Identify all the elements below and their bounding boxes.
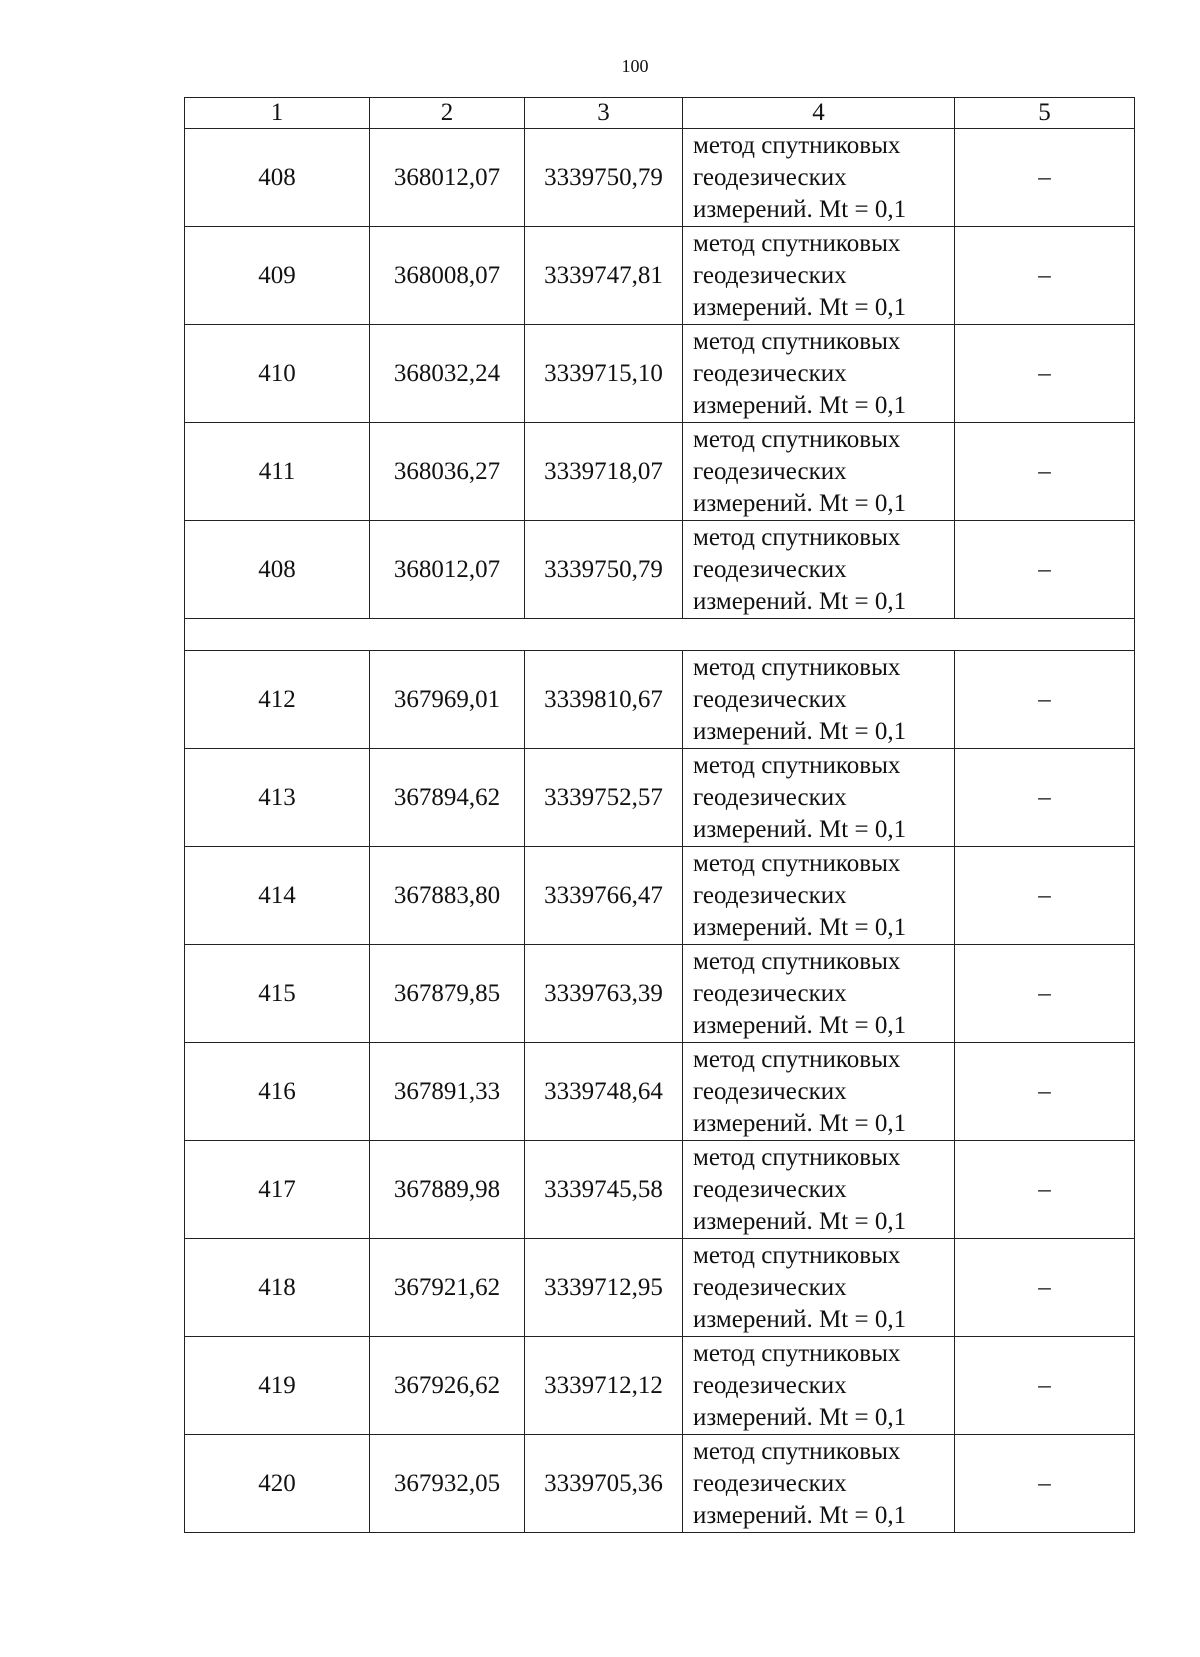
note-cell: – (955, 651, 1135, 749)
method-line: измерений. Mt = 0,1 (693, 1011, 907, 1039)
table-row (185, 1043, 1135, 1141)
note-cell: – (955, 521, 1135, 619)
method-line: геодезических (693, 881, 847, 909)
x-coordinate-cell: 367879,85 (370, 945, 525, 1043)
method-cell (683, 749, 955, 847)
x-coordinate-cell: 368032,24 (370, 325, 525, 423)
table-row (185, 129, 1135, 227)
table-row (185, 227, 1135, 325)
point-number-cell: 420 (185, 1435, 370, 1533)
method-line: измерений. Mt = 0,1 (693, 587, 907, 615)
point-number-cell: 409 (185, 227, 370, 325)
x-coordinate-cell: 367889,98 (370, 1141, 525, 1239)
table-row (185, 521, 1135, 619)
point-number-cell: 416 (185, 1043, 370, 1141)
note-cell: – (955, 325, 1135, 423)
coordinates-table-body (185, 98, 1135, 1533)
method-line: геодезических (693, 1175, 847, 1203)
point-number-cell: 408 (185, 129, 370, 227)
method-line: метод спутниковых (693, 751, 901, 779)
method-line: измерений. Mt = 0,1 (693, 195, 907, 223)
method-cell (683, 1141, 955, 1239)
method-line: метод спутниковых (693, 229, 901, 257)
point-number-cell: 410 (185, 325, 370, 423)
table-separator-row (185, 619, 1135, 651)
table-row (185, 1239, 1135, 1337)
method-cell (683, 325, 955, 423)
y-coordinate-cell: 3339705,36 (525, 1435, 683, 1533)
method-line: метод спутниковых (693, 327, 901, 355)
x-coordinate-cell: 367883,80 (370, 847, 525, 945)
header-cell-5: 5 (955, 98, 1135, 129)
note-cell: – (955, 129, 1135, 227)
method-cell (683, 521, 955, 619)
method-line: метод спутниковых (693, 849, 901, 877)
method-line: геодезических (693, 555, 847, 583)
y-coordinate-cell: 3339715,10 (525, 325, 683, 423)
method-cell (683, 847, 955, 945)
y-coordinate-cell: 3339766,47 (525, 847, 683, 945)
method-line: метод спутниковых (693, 947, 901, 975)
table-row (185, 423, 1135, 521)
method-line: метод спутниковых (693, 1143, 901, 1171)
method-line: измерений. Mt = 0,1 (693, 1403, 907, 1431)
x-coordinate-cell: 367894,62 (370, 749, 525, 847)
method-line: измерений. Mt = 0,1 (693, 1305, 907, 1333)
method-line: геодезических (693, 359, 847, 387)
separator-cell (185, 619, 1135, 651)
y-coordinate-cell: 3339750,79 (525, 129, 683, 227)
method-line: измерений. Mt = 0,1 (693, 815, 907, 843)
table-row (185, 945, 1135, 1043)
method-line: геодезических (693, 1371, 847, 1399)
point-number-cell: 418 (185, 1239, 370, 1337)
header-cell-1: 1 (185, 98, 370, 129)
x-coordinate-cell: 368008,07 (370, 227, 525, 325)
method-cell (683, 945, 955, 1043)
method-cell (683, 651, 955, 749)
x-coordinate-cell: 368012,07 (370, 129, 525, 227)
x-coordinate-cell: 368012,07 (370, 521, 525, 619)
y-coordinate-cell: 3339750,79 (525, 521, 683, 619)
note-cell: – (955, 1337, 1135, 1435)
method-line: метод спутниковых (693, 131, 901, 159)
note-cell: – (955, 227, 1135, 325)
y-coordinate-cell: 3339752,57 (525, 749, 683, 847)
note-cell: – (955, 423, 1135, 521)
method-line: геодезических (693, 783, 847, 811)
method-cell (683, 1435, 955, 1533)
table-row (185, 1337, 1135, 1435)
note-cell: – (955, 749, 1135, 847)
table-row (185, 847, 1135, 945)
method-line: геодезических (693, 1469, 847, 1497)
point-number-cell: 417 (185, 1141, 370, 1239)
note-cell: – (955, 1141, 1135, 1239)
point-number-cell: 412 (185, 651, 370, 749)
table-row (185, 749, 1135, 847)
x-coordinate-cell: 367921,62 (370, 1239, 525, 1337)
method-line: метод спутниковых (693, 523, 901, 551)
table-header-row (185, 98, 1135, 129)
method-line: измерений. Mt = 0,1 (693, 489, 907, 517)
method-line: геодезических (693, 685, 847, 713)
method-cell (683, 423, 955, 521)
y-coordinate-cell: 3339810,67 (525, 651, 683, 749)
method-line: геодезических (693, 261, 847, 289)
point-number-cell: 411 (185, 423, 370, 521)
y-coordinate-cell: 3339712,12 (525, 1337, 683, 1435)
y-coordinate-cell: 3339712,95 (525, 1239, 683, 1337)
header-cell-3: 3 (525, 98, 683, 129)
method-cell (683, 227, 955, 325)
method-cell (683, 1239, 955, 1337)
method-line: метод спутниковых (693, 1045, 901, 1073)
header-cell-2: 2 (370, 98, 525, 129)
x-coordinate-cell: 367969,01 (370, 651, 525, 749)
method-line: геодезических (693, 979, 847, 1007)
method-line: геодезических (693, 457, 847, 485)
method-line: метод спутниковых (693, 1241, 901, 1269)
method-line: метод спутниковых (693, 653, 901, 681)
note-cell: – (955, 945, 1135, 1043)
method-line: измерений. Mt = 0,1 (693, 1501, 907, 1529)
table-row (185, 325, 1135, 423)
method-cell (683, 1337, 955, 1435)
point-number-cell: 414 (185, 847, 370, 945)
method-line: геодезических (693, 1273, 847, 1301)
point-number-cell: 419 (185, 1337, 370, 1435)
method-line: измерений. Mt = 0,1 (693, 1109, 907, 1137)
y-coordinate-cell: 3339763,39 (525, 945, 683, 1043)
x-coordinate-cell: 368036,27 (370, 423, 525, 521)
note-cell: – (955, 1043, 1135, 1141)
method-cell (683, 129, 955, 227)
point-number-cell: 415 (185, 945, 370, 1043)
method-cell (683, 1043, 955, 1141)
table-row (185, 651, 1135, 749)
method-line: геодезических (693, 163, 847, 191)
method-line: метод спутниковых (693, 1339, 901, 1367)
method-line: измерений. Mt = 0,1 (693, 293, 907, 321)
y-coordinate-cell: 3339747,81 (525, 227, 683, 325)
method-line: метод спутниковых (693, 1437, 901, 1465)
y-coordinate-cell: 3339745,58 (525, 1141, 683, 1239)
y-coordinate-cell: 3339748,64 (525, 1043, 683, 1141)
point-number-cell: 413 (185, 749, 370, 847)
note-cell: – (955, 847, 1135, 945)
method-line: измерений. Mt = 0,1 (693, 913, 907, 941)
note-cell: – (955, 1239, 1135, 1337)
method-line: метод спутниковых (693, 425, 901, 453)
method-line: измерений. Mt = 0,1 (693, 1207, 907, 1235)
table-row (185, 1435, 1135, 1533)
point-number-cell: 408 (185, 521, 370, 619)
method-line: геодезических (693, 1077, 847, 1105)
method-line: измерений. Mt = 0,1 (693, 391, 907, 419)
note-cell: – (955, 1435, 1135, 1533)
page-number: 100 (621, 56, 649, 76)
coordinates-table (184, 97, 1135, 1533)
method-line: измерений. Mt = 0,1 (693, 717, 907, 745)
x-coordinate-cell: 367932,05 (370, 1435, 525, 1533)
header-cell-4: 4 (683, 98, 955, 129)
x-coordinate-cell: 367891,33 (370, 1043, 525, 1141)
x-coordinate-cell: 367926,62 (370, 1337, 525, 1435)
table-row (185, 1141, 1135, 1239)
y-coordinate-cell: 3339718,07 (525, 423, 683, 521)
